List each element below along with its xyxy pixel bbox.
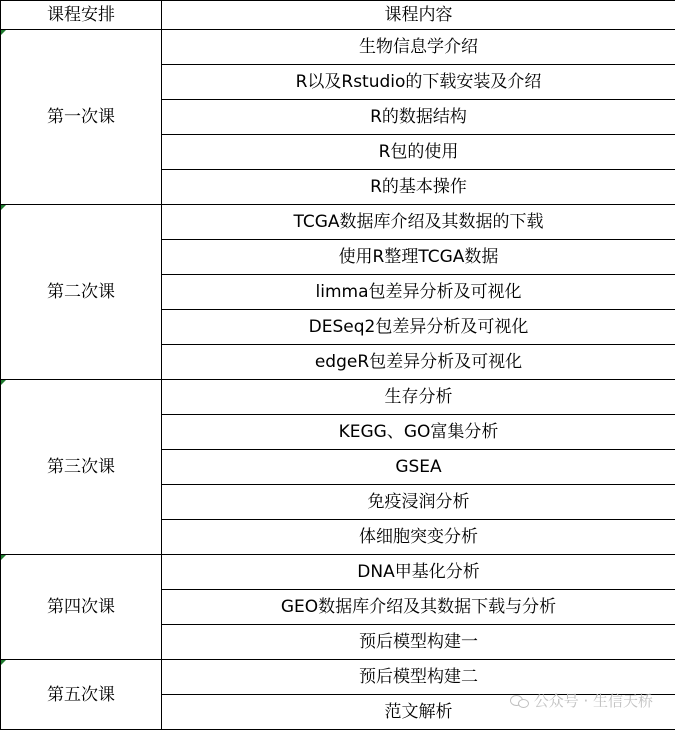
- course-item: GSEA: [162, 450, 675, 485]
- course-item: GEO数据库介绍及其数据下载与分析: [162, 590, 675, 625]
- header-row: [1, 1, 675, 30]
- wechat-icon: [510, 694, 528, 708]
- session-name: [1, 555, 162, 660]
- session-label: 第四次课: [47, 597, 115, 617]
- course-item: R包的使用: [162, 135, 675, 170]
- course-item: R的数据结构: [162, 100, 675, 135]
- header-content: 课程内容: [162, 1, 675, 30]
- course-item: 体细胞突变分析: [162, 520, 675, 555]
- watermark: [510, 690, 653, 711]
- course-item: TCGA数据库介绍及其数据的下载: [162, 205, 675, 240]
- session-label: 第五次课: [47, 685, 115, 705]
- course-item: DNA甲基化分析: [162, 555, 675, 590]
- session-name: [1, 380, 162, 555]
- corner-mark: [1, 555, 6, 560]
- course-item: DESeq2包差异分析及可视化: [162, 310, 675, 345]
- session-name: [1, 205, 162, 380]
- course-item: limma包差异分析及可视化: [162, 275, 675, 310]
- watermark-text: 公众号 · 生信天桥: [534, 690, 653, 711]
- table-row: [1, 555, 675, 590]
- corner-mark: [1, 660, 6, 665]
- table-row: [1, 205, 675, 240]
- course-item: 使用R整理TCGA数据: [162, 240, 675, 275]
- course-item: R的基本操作: [162, 170, 675, 205]
- table-row: [1, 30, 675, 65]
- corner-mark: [1, 205, 6, 210]
- course-item: 生存分析: [162, 380, 675, 415]
- session-label: 第二次课: [47, 282, 115, 302]
- corner-mark: [1, 30, 6, 35]
- header-schedule: 课程安排: [1, 1, 162, 30]
- session-label: 第一次课: [47, 107, 115, 127]
- session-name: [1, 660, 162, 730]
- course-item: KEGG、GO富集分析: [162, 415, 675, 450]
- course-item: 预后模型构建二: [162, 660, 675, 695]
- corner-mark: [1, 380, 6, 385]
- session-name: [1, 30, 162, 205]
- course-item: 预后模型构建一: [162, 625, 675, 660]
- course-item: edgeR包差异分析及可视化: [162, 345, 675, 380]
- course-item: 免疫浸润分析: [162, 485, 675, 520]
- table-row: [1, 380, 675, 415]
- course-item: 范文解析: [162, 695, 675, 730]
- course-item: R以及Rstudio的下载安装及介绍: [162, 65, 675, 100]
- session-label: 第三次课: [47, 457, 115, 477]
- course-item: 生物信息学介绍: [162, 30, 675, 65]
- schedule-body: [1, 1, 675, 730]
